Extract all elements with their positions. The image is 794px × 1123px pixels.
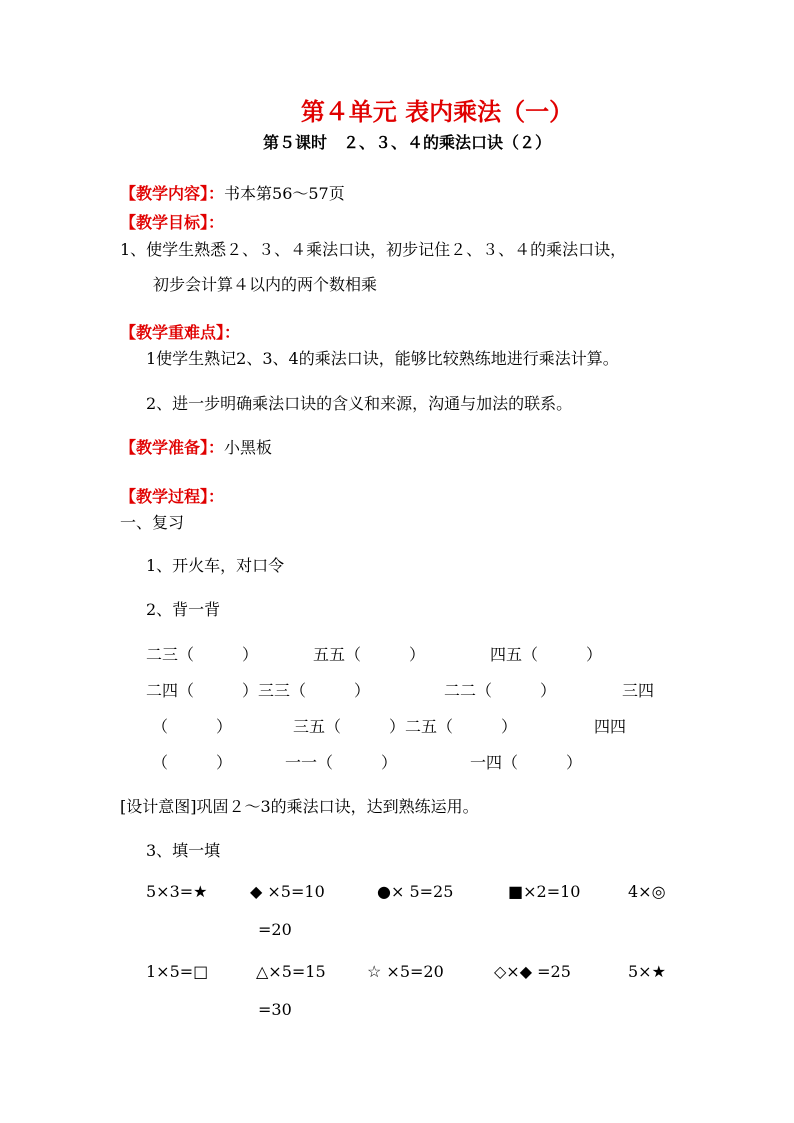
fill-expression-wrap: =20 [258, 920, 292, 939]
fill-expression-wrap: =30 [258, 1000, 292, 1019]
lesson-subtitle: 第５课时 ２、３、４的乘法口诀（２） [262, 133, 551, 152]
recite-cell: 五五（ ） [313, 645, 426, 664]
fill-expression: ■×2=10 [508, 882, 581, 901]
fill-expression: △×5=15 [256, 962, 326, 981]
recite-cell: 三四 [622, 681, 655, 700]
recite-cell: 四四 [594, 717, 627, 736]
goal-line-1: 1、使学生熟悉２、３、４乘法口诀，初步记住２、３、４的乘法口诀， [120, 240, 627, 259]
recite-cell: 三五（ ）二五（ ） [293, 717, 518, 736]
fill-expression: ●× 5=25 [377, 882, 454, 901]
recite-cell: 一一（ ） [285, 753, 398, 772]
review-item-3: 3、填一填 [146, 841, 221, 860]
page-title: 第４单元 表内乘法（一） [300, 98, 574, 126]
content-heading: 【教学内容】： [120, 184, 225, 203]
process-heading: 【教学过程】： [120, 487, 225, 506]
fill-expression: ☆ ×5=20 [367, 962, 444, 981]
review-item-1: 1、开火车，对口令 [146, 556, 285, 575]
recite-cell: 二四（ ）三三（ ） [146, 681, 371, 700]
fill-expression: ◆ ×5=10 [250, 882, 325, 901]
recite-cell: 二三（ ） [146, 645, 259, 664]
recite-cell: （ ） [152, 753, 233, 772]
difficulty-line-2: 2、进一步明确乘法口诀的含义和来源，沟通与加法的联系。 [146, 394, 573, 413]
content-section [120, 181, 345, 204]
fill-expression: 5×★ [628, 962, 666, 981]
review-title: 一、复习 [120, 513, 185, 532]
difficulty-heading: 【教学重难点】： [120, 323, 241, 342]
prep-text: 小黑板 [224, 438, 273, 457]
recite-cell: 二二（ ） [444, 681, 557, 700]
design-intent: [设计意图]巩固２～3的乘法口诀，达到熟练运用。 [120, 797, 479, 816]
content-text: 书本第56～57页 [224, 184, 345, 203]
review-item-2: 2、背一背 [146, 600, 221, 619]
difficulty-line-1: 1使学生熟记2、3、4的乘法口诀，能够比较熟练地进行乘法计算。 [146, 349, 619, 368]
fill-expression: 5×3=★ [146, 882, 208, 901]
prep-heading: 【教学准备】： [120, 438, 225, 457]
goal-heading: 【教学目标】： [120, 213, 225, 232]
recite-cell: （ ） [152, 717, 233, 736]
recite-cell: 一四（ ） [470, 753, 583, 772]
prep-section [120, 435, 272, 458]
fill-expression: 1×5=□ [146, 962, 209, 981]
fill-expression: ◇×◆ =25 [494, 962, 571, 981]
recite-cell: 四五（ ） [490, 645, 603, 664]
fill-expression: 4×◎ [628, 882, 666, 901]
goal-line-2: 初步会计算４以内的两个数相乘 [153, 275, 378, 294]
